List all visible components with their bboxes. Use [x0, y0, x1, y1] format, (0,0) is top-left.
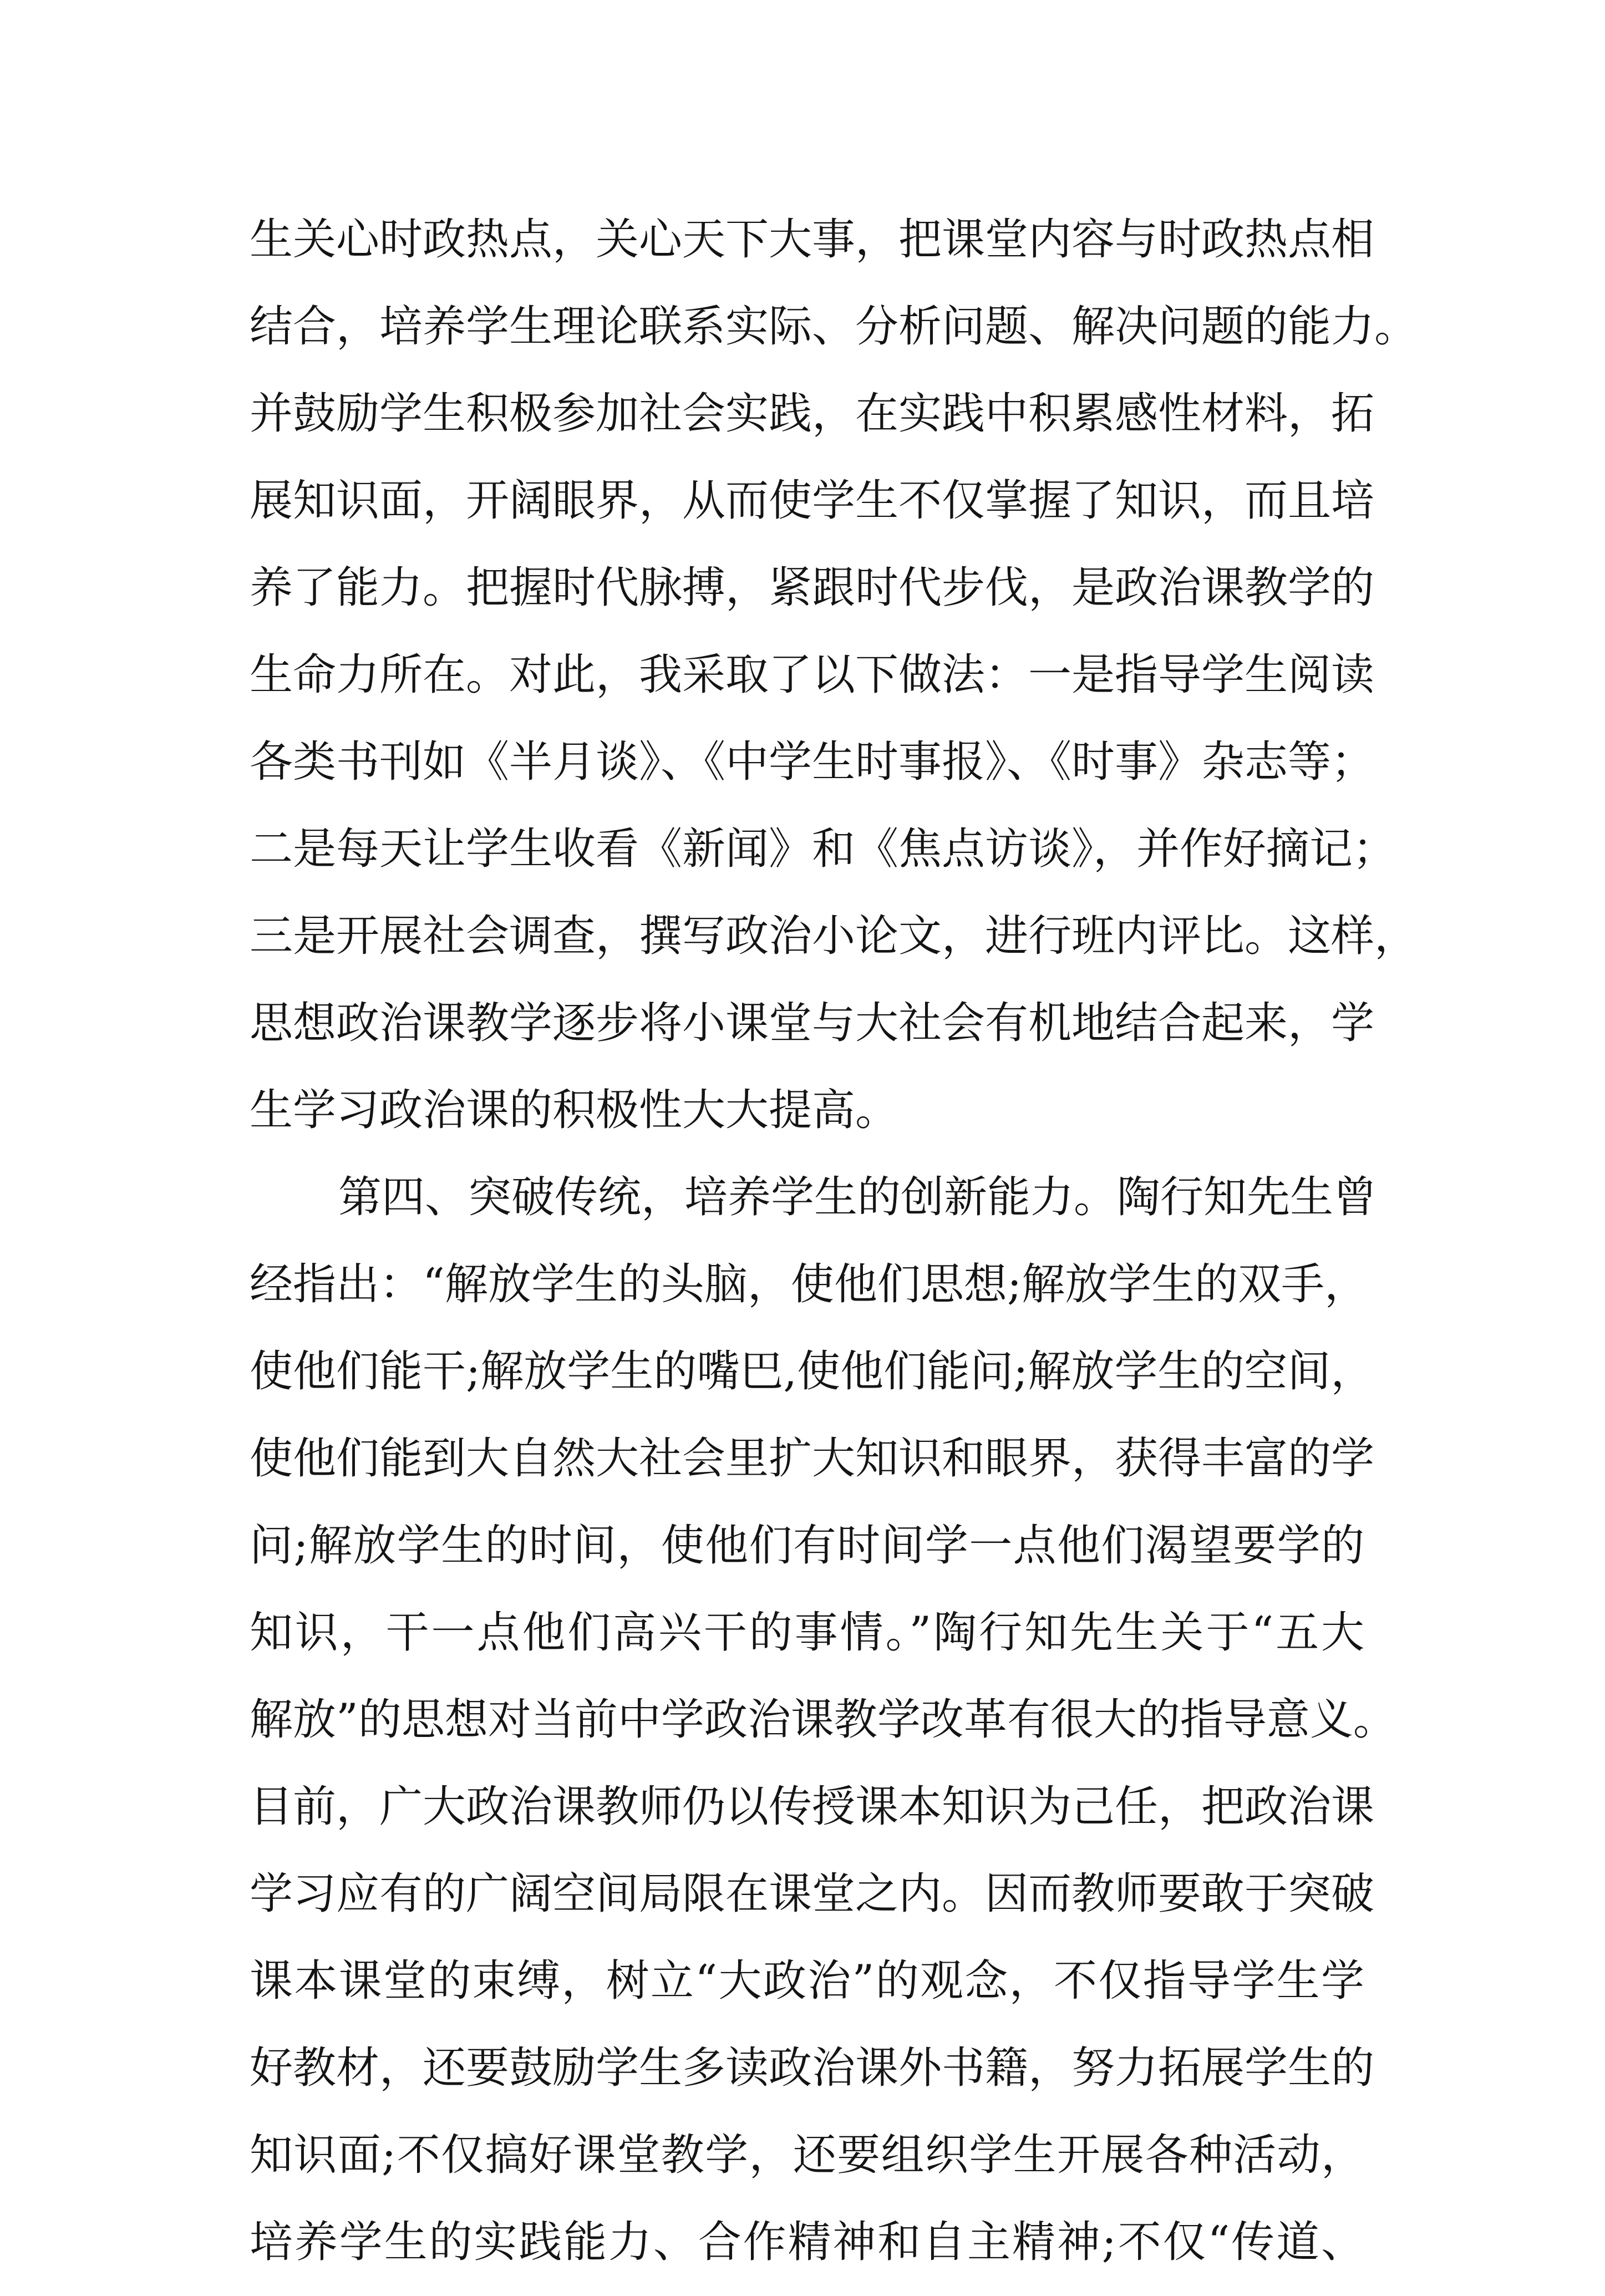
text-line: 课本课堂的束缚，树立“大政治”的观念，不仅指导学生学 — [250, 1956, 1364, 2006]
text-line: 使他们能到大自然大社会里扩大知识和眼界，获得丰富的学 — [250, 1434, 1375, 1484]
text-line: 知识面;不仅搞好课堂教学，还要组织学生开展各种活动， — [250, 2130, 1364, 2180]
text-line: 目前，广大政治课教师仍以传授课本知识为己任，把政治课 — [250, 1782, 1375, 1832]
text-line: 培养学生的实践能力、合作精神和自主精神;不仅“传道、 — [250, 2217, 1364, 2267]
text-line: 养了能力。把握时代脉搏，紧跟时代步伐，是政治课教学的 — [250, 563, 1375, 613]
text-line: 学习应有的广阔空间局限在课堂之内。因而教师要敢于突破 — [250, 1869, 1375, 1919]
text-line: 生关心时政热点，关心天下大事，把课堂内容与时政热点相 — [250, 215, 1375, 265]
text-line: 结合，培养学生理论联系实际、分析问题、解决问题的能力。 — [250, 302, 1418, 352]
text-line: 并鼓励学生积极参加社会实践，在实践中积累感性材料，拓 — [250, 389, 1375, 439]
text-line: 展知识面，开阔眼界，从而使学生不仅掌握了知识，而且培 — [250, 476, 1375, 526]
text-line: 各类书刊如《半月谈》、《中学生时事报》、《时事》杂志等； — [250, 737, 1375, 787]
paragraph-1 — [250, 206, 1418, 1164]
text-line: 经指出：“解放学生的头脑，使他们思想;解放学生的双手， — [250, 1259, 1368, 1309]
text-line: 解放”的思想对当前中学政治课教学改革有很大的指导意义。 — [250, 1695, 1396, 1745]
text-line: 知识，干一点他们高兴干的事情。”陶行知先生关于“五大 — [250, 1608, 1364, 1658]
text-line: 好教材，还要鼓励学生多读政治课外书籍，努力拓展学生的 — [250, 2043, 1375, 2093]
text-line: 使他们能干;解放学生的嘴巴,使他们能问;解放学生的空间， — [250, 1347, 1374, 1396]
text-line: 三是开展社会调查，撰写政治小论文，进行班内评比。这样， — [250, 911, 1418, 961]
text-line: 二是每天让学生收看《新闻》和《焦点访谈》，并作好摘记； — [250, 824, 1396, 874]
paragraph-2 — [250, 1164, 1396, 2296]
body-text — [250, 206, 1418, 2296]
text-line: 第四、突破传统，培养学生的创新能力。陶行知先生曾 — [338, 1172, 1377, 1222]
text-line: 生学习政治课的积极性大大提高。 — [250, 1085, 899, 1135]
text-line: 问;解放学生的时间，使他们有时间学一点他们渴望要学的 — [250, 1521, 1364, 1571]
text-line: 思想政治课教学逐步将小课堂与大社会有机地结合起来，学 — [250, 998, 1375, 1048]
text-line: 生命力所在。对此，我采取了以下做法：一是指导学生阅读 — [250, 650, 1375, 700]
